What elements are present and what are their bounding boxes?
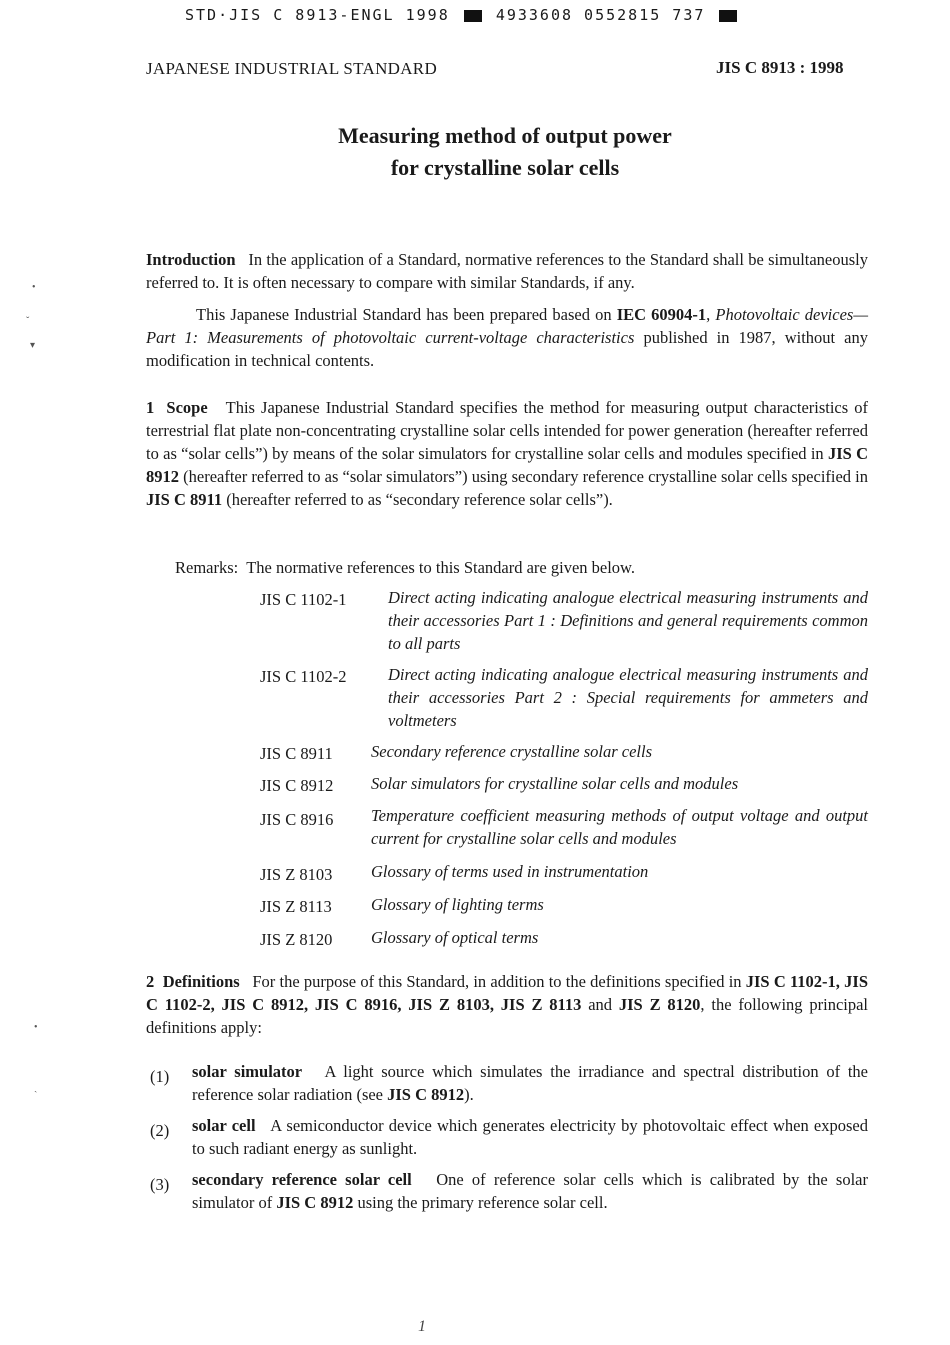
reference-title: Solar simulators for crystalline solar cells and modules [371,774,739,793]
definition-number: (1) [150,1067,170,1086]
reference-title: Direct acting indicating analogue electrical measuring instruments and their accessories Part 2 : Special requirements for ammeters and voltmeters [388,665,868,730]
stamp-block-icon [719,10,737,22]
definitions-text-2: , the following principal definitions apply: [146,995,869,1037]
stamp-block-icon [464,10,482,22]
intro-heading: Introduction [146,250,236,269]
scan-speck-icon: ˇ [26,316,30,327]
definition-ref: JIS C 8912 [276,1193,354,1212]
definition-item [192,1114,868,1160]
reference-title: Secondary reference crystalline solar cells [371,742,653,761]
reference-title: Glossary of optical terms [371,928,539,947]
remarks-text: The normative references to this Standard are given below. [246,558,636,577]
definition-text-end: using the primary reference solar cell. [353,1193,608,1212]
definition-term: solar simulator [192,1062,303,1081]
scope-text-3: (hereafter referred to as “secondary reference solar cells”). [222,490,613,509]
reference-code: JIS C 1102-2 [260,667,347,686]
reference-title: Temperature coefficient measuring methods of output voltage and output current for crystalline solar cells and modules [371,806,868,848]
stamp-serial: 4933608 0552815 737 [495,6,706,24]
scan-speck-icon: • [34,1022,38,1033]
definition-number: (3) [150,1175,170,1194]
scan-speck-icon: ˎ [34,1082,38,1093]
reference-code: JIS Z 8103 [260,865,333,884]
definition-text-end: ). [464,1085,474,1104]
definitions-and: and [581,995,619,1014]
scope-heading: Scope [166,398,208,417]
intro-basis-end: published in 1987, without any modification in technical contents. [146,328,868,370]
page-number: 1 [418,1318,426,1335]
intro-basis-text: This Japanese Industrial Standard has been prepared based on [196,305,617,324]
document-stamp [185,6,785,24]
intro-text: In the application of a Standard, normative references to the Standard shall be simultaneously referred to. It is often necessary to compare with similar Standards, if any. [146,250,869,292]
header-standard-number: JIS C 8913 : 1998 [716,58,844,77]
reference-code: JIS Z 8120 [260,930,333,949]
stamp-code: STD·JIS C 8913-ENGL 1998 [185,6,450,24]
reference-code: JIS C 8912 [260,776,334,795]
reference-code: JIS C 1102-1 [260,590,347,609]
intro-basis-paragraph [146,303,868,372]
definition-item [192,1168,868,1214]
reference-title: Glossary of lighting terms [371,895,544,914]
title-line-2: for crystalline solar cells [390,155,620,180]
scope-ref-2: JIS C 8911 [146,490,223,509]
scan-speck-icon: ▾ [30,340,36,351]
scan-speck-icon: • [32,282,36,293]
intro-paragraph [146,248,868,294]
definition-term: solar cell [192,1116,256,1135]
intro-basis-title: Photovoltaic devices—Part 1: Measurements of photovoltaic current-voltage characteristics [146,305,868,347]
definition-text: A semiconductor device which generates electricity by photovoltaic effect when exposed to such radiant energy as sunlight. [192,1116,868,1158]
definition-ref: JIS C 8912 [387,1085,465,1104]
header-standard-name: JAPANESE INDUSTRIAL STANDARD [146,59,438,78]
definitions-number: 2 [146,972,155,991]
page-title [200,120,810,184]
definition-item [192,1060,868,1106]
remarks-line [175,556,875,579]
scope-text-2: (hereafter referred to as “solar simulators”) using secondary reference crystalline solar cells specified in [179,467,869,486]
scope-number: 1 [146,398,155,417]
reference-code: JIS C 8911 [260,744,333,763]
reference-title: Glossary of terms used in instrumentation [371,862,649,881]
reference-code: JIS C 8916 [260,810,334,829]
remarks-label: Remarks: [175,558,239,577]
intro-basis-ref: IEC 60904-1 [616,305,707,324]
definitions-text: For the purpose of this Standard, in addition to the definitions specified in [252,972,746,991]
definition-number: (2) [150,1121,170,1140]
definitions-heading: Definitions [162,972,240,991]
definition-term: secondary reference solar cell [192,1170,412,1189]
scope-section [146,396,868,511]
definition-text: A light source which simulates the irradiance and spectral distribution of the reference solar radiation (see [192,1062,868,1104]
title-line-1: Measuring method of output power [338,123,672,148]
definitions-ref-list: JIS C 1102-1, JIS C 1102-2, JIS C 8912, JIS C 8916, JIS Z 8103, JIS Z 8113 [146,972,868,1014]
reference-title: Direct acting indicating analogue electrical measuring instruments and their accessories Part 1 : Definitions and general requirements common to all parts [388,588,868,653]
reference-code: JIS Z 8113 [260,897,332,916]
definitions-last-ref: JIS Z 8120 [618,995,701,1014]
intro-basis-sep: , [706,305,716,324]
scope-ref-1: JIS C 8912 [146,444,869,486]
scope-text: This Japanese Industrial Standard specifies the method for measuring output characteristics of terrestrial flat plate non-concentrating crystalline solar cells intended for power generation (hereafter referred to as “solar cells”) by means of the solar simulators for crystalline solar cells and modules specified in [146,398,869,463]
definition-text: One of reference solar cells which is calibrated by the solar simulator of [192,1170,869,1212]
definitions-section [146,970,868,1039]
